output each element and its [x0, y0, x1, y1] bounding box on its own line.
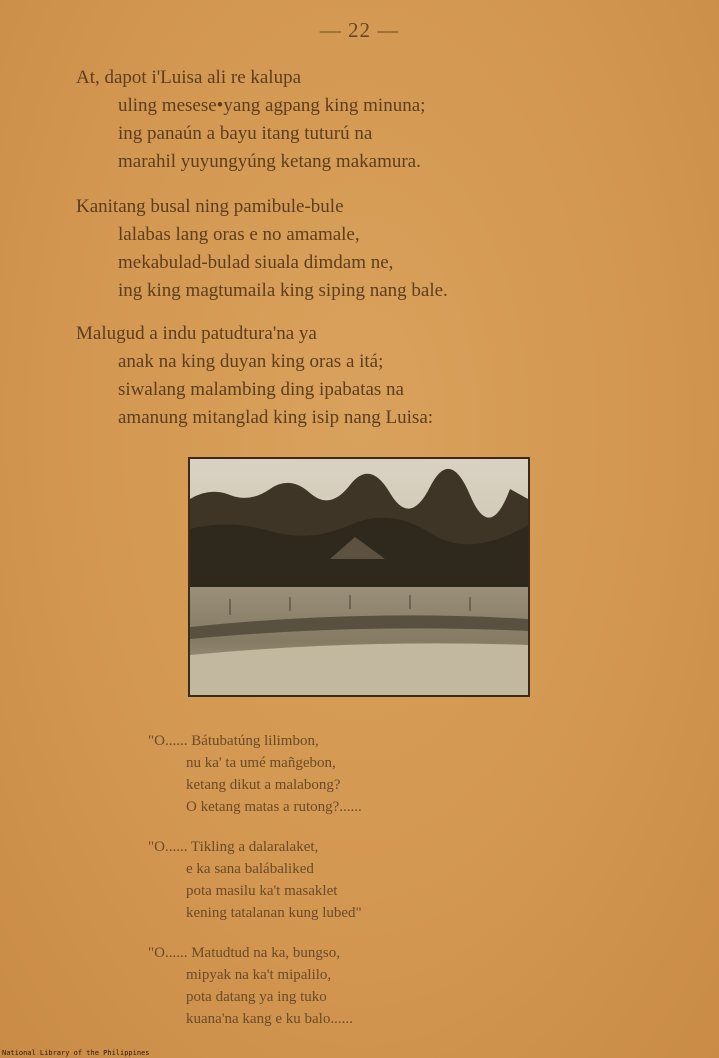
- stanza-2: [76, 193, 448, 305]
- stanza-line: amanung mitanglad king isip nang Luisa:: [118, 407, 434, 428]
- landscape-photo: [188, 457, 530, 697]
- verse-1: [148, 730, 362, 818]
- stanza-line: Malugud a indu patudtura'na ya: [76, 323, 317, 344]
- stanza-line: anak na king duyan king oras a itá;: [118, 351, 384, 372]
- verse-line: "O...... Tikling a dalaralaket,: [148, 839, 319, 855]
- stanza-line: siwalang malambing ding ipabatas na: [118, 379, 404, 400]
- stanza-line: mekabulad-bulad siuala dimdam ne,: [118, 252, 394, 273]
- page-number: — 22 —: [319, 18, 400, 42]
- verse-line: pota masilu ka't masaklet: [186, 883, 338, 899]
- stanza-line: uling mesese•yang agpang king minuna;: [118, 95, 426, 116]
- verse-line: pota datang ya ing tuko: [186, 989, 327, 1005]
- verse-line: "O...... Matudtud na ka, bungso,: [148, 945, 340, 961]
- stanza-line: ing panaún a bayu itang tuturú na: [118, 123, 373, 144]
- stanza-line: marahil yuyungyúng ketang makamura.: [118, 151, 421, 172]
- verse-line: mipyak na ka't mipalilo,: [186, 967, 332, 983]
- verse-line: nu ka' ta umé mañgebon,: [186, 755, 336, 771]
- verse-line: kuana'na kang e ku balo......: [186, 1011, 353, 1027]
- verse-line: ketang dikut a malabong?: [186, 777, 341, 793]
- verse-line: O ketang matas a rutong?......: [186, 799, 362, 815]
- stanza-1: [76, 64, 425, 176]
- verse-line: "O...... Bátubatúng lilimbon,: [148, 733, 319, 749]
- library-footer: National Library of the Philippines: [2, 1049, 150, 1057]
- verse-3: [148, 942, 353, 1030]
- stanza-line: ing king magtumaila king siping nang bale.: [118, 280, 448, 301]
- verse-2: [148, 836, 362, 924]
- landscape-photo-image: [190, 459, 528, 695]
- verse-line: kening tatalanan kung lubed": [186, 905, 362, 921]
- stanza-line: lalabas lang oras e no amamale,: [118, 224, 360, 245]
- stanza-line: Kanitang busal ning pamibule-bule: [76, 196, 344, 217]
- stanza-3: [76, 320, 433, 432]
- verse-line: e ka sana balábaliked: [186, 861, 314, 877]
- stanza-line: At, dapot i'Luisa ali re kalupa: [76, 67, 302, 88]
